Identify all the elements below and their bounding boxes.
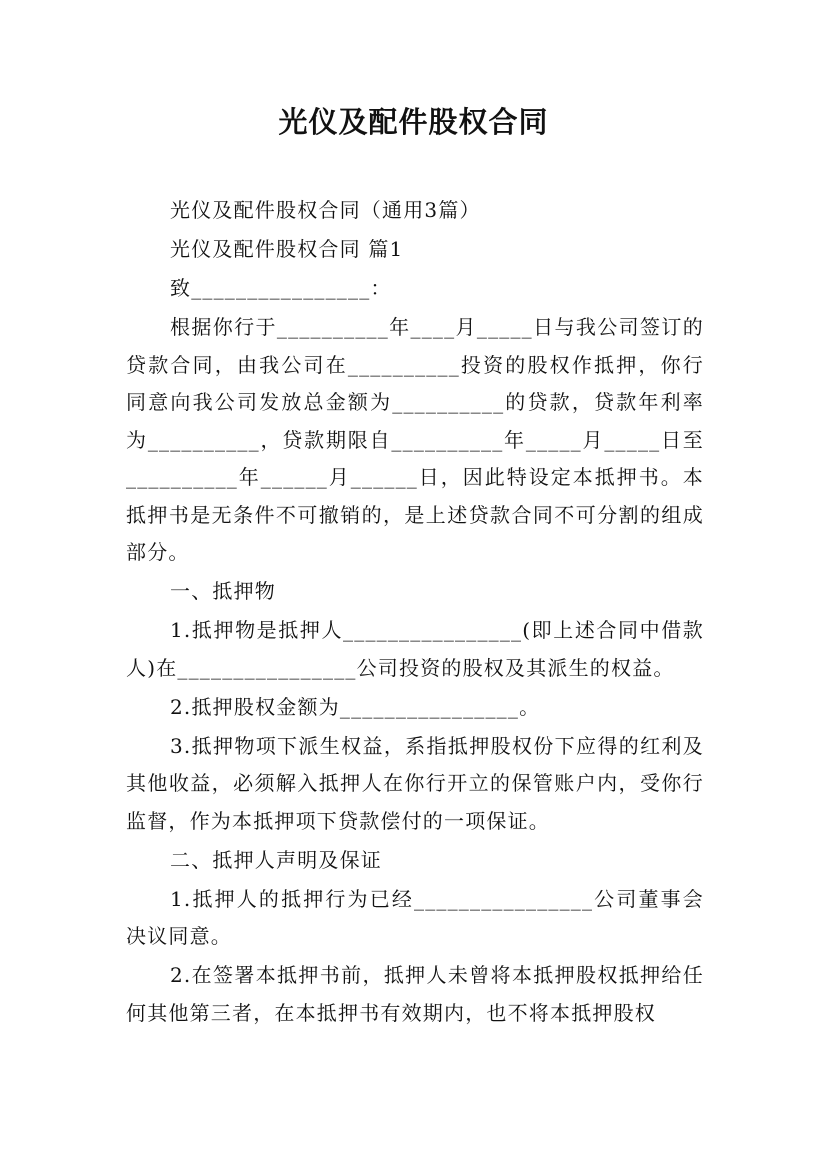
intro-paragraph: 根据你行于__________年____月_____日与我公司签订的贷款合同，由我公司在__________投资的股权作抵押，你行同意向我公司发放总金额为__________的贷款，贷款年利率为__________，贷款期限自__________年_____月_____日至__________年______月______日，因此特设定本抵押书。本抵押书是无条件不可撤销的，是上述贷款合同不可分割的组成部分。 [126, 315, 704, 564]
heading-mortgagor-statement: 二、抵押人声明及保证 [170, 847, 382, 872]
heading-collateral: 一、抵押物 [170, 579, 276, 603]
document-body [126, 192, 704, 1034]
subtitle-paragraph: 光仪及配件股权合同（通用3篇） [170, 198, 481, 222]
clause-1-2: 2.抵押股权金额为________________。 [170, 694, 541, 719]
section-heading-paragraph: 光仪及配件股权合同 篇1 [170, 237, 404, 261]
clause-2-1: 1.抵押人的抵押行为已经________________公司董事会决议同意。 [126, 886, 704, 948]
document-title: 光仪及配件股权合同 [278, 105, 549, 139]
addressee-paragraph: 致________________： [170, 276, 392, 300]
clause-1-1: 1.抵押物是抵押人________________(即上述合同中借款人)在________________公司投资的股权及其派生的权益。 [126, 618, 704, 680]
clause-1-3: 3.抵押物项下派生权益，系指抵押股权份下应得的红利及其他收益，必须解入抵押人在你行开立的保管账户内，受你行监督，作为本抵押项下贷款偿付的一项保证。 [126, 733, 704, 833]
clause-2-2: 2.在签署本抵押书前，抵押人未曾将本抵押股权抵押给任何其他第三者，在本抵押书有效期内，也不将本抵押股权 [126, 963, 704, 1025]
